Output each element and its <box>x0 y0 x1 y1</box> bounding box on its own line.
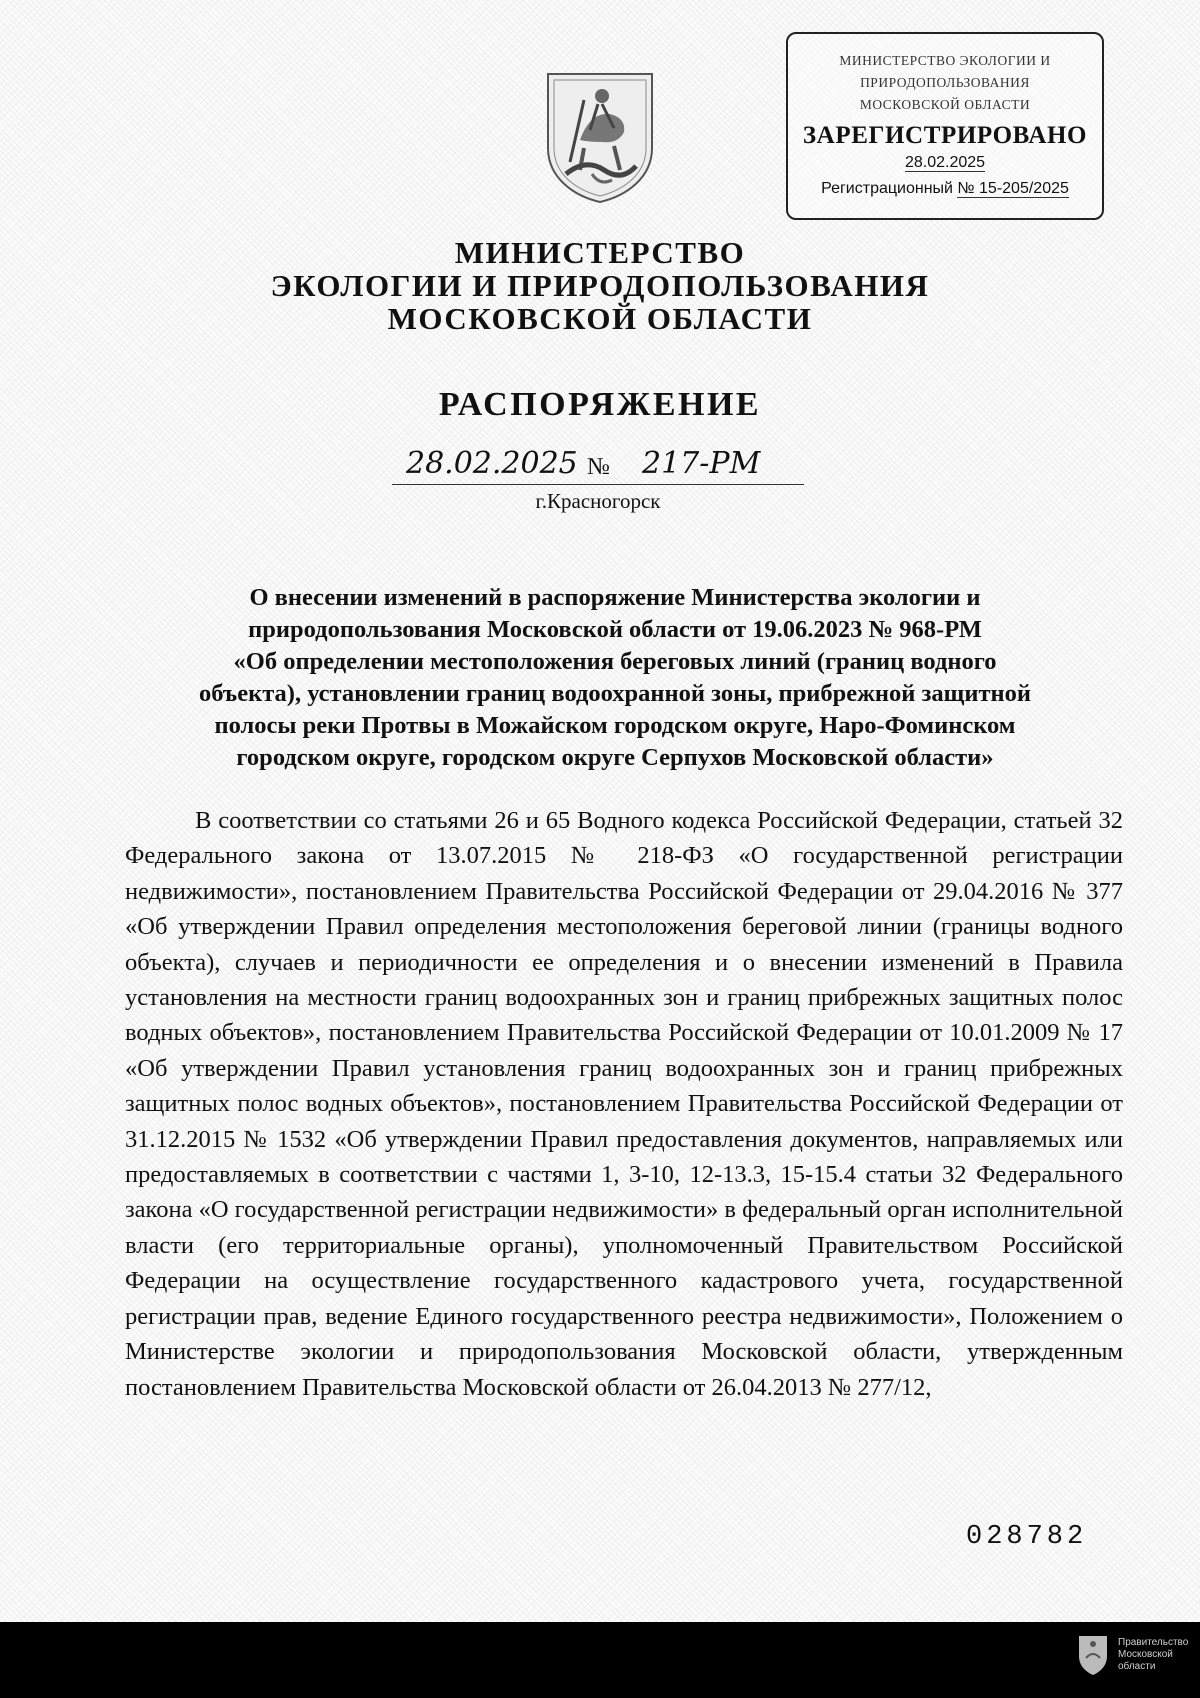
registration-stamp <box>786 32 1104 220</box>
serial-number: 028782 <box>966 1522 1088 1552</box>
document-title <box>130 582 1100 774</box>
stamp-date <box>788 154 1102 172</box>
stamp-reg-label: Регистрационный <box>821 180 953 197</box>
stamp-organization <box>788 48 1102 118</box>
bottom-bar <box>0 1622 1200 1698</box>
city: г.Красногорск <box>535 489 661 513</box>
stamp-reg-number <box>788 180 1102 198</box>
ministry-name <box>150 236 1050 335</box>
stamp-reg-value: № 15-205/2025 <box>957 180 1069 197</box>
government-emblem-icon <box>1076 1632 1110 1678</box>
footer-logo-label: Правительство Московской области <box>1118 1637 1189 1672</box>
document-type: РАСПОРЯЖЕНИЕ <box>438 386 762 423</box>
number-sign: № <box>587 454 610 480</box>
handwritten-number: 217-РМ <box>642 446 761 481</box>
footer-logo <box>1076 1632 1189 1678</box>
title-line: полосы реки Протвы в Можайском городском округе, Наро-Фоминском <box>214 712 1016 739</box>
title-line: О внесении изменений в распоряжение Министерства экологии и <box>249 584 981 611</box>
ministry-line: МОСКОВСКОЙ ОБЛАСТИ <box>387 301 813 336</box>
handwritten-date: 28.02.2025 <box>406 446 578 481</box>
stamp-date-value: 28.02.2025 <box>904 154 986 171</box>
date-number-line <box>392 446 804 485</box>
title-line: «Об определении местоположения береговых линий (границ водного <box>233 648 997 675</box>
title-line: городском округе, городском округе Серпухов Московской области» <box>236 744 994 771</box>
stamp-org-line: МИНИСТЕРСТВО ЭКОЛОГИИ И <box>839 53 1051 68</box>
ministry-line: МИНИСТЕРСТВО <box>454 235 746 270</box>
title-line: объекта), установлении границ водоохранной зоны, прибрежной защитной <box>199 680 1031 707</box>
stamp-org-line: МОСКОВСКОЙ ОБЛАСТИ <box>859 97 1031 112</box>
body-paragraph: В соответствии со статьями 26 и 65 Водного кодекса Российской Федерации, статьей 32 Федерального закона от 13.07.2015 № 218-ФЗ «О государственной регистрации недвижимости», постановлением Правительства Российской Федерации от 29.04.2016 № 377 «Об утверждении Правил определения местоположения береговой линии (границы водного объекта), случаев и периодичности ее определения и о внесении изменений в Правила установления на местности границ водоохранных зон и границ прибрежных защитных полос водных объектов», постановлением Правительства Российской Федерации от 10.01.2009 № 17 «Об утверждении Правил установления границ водоохранных зон и границ прибрежных защитных полос водных объектов», постановлением Правительства Российской Федерации от 31.12.2015 № 1532 «Об утверждении Правил предоставления документов, направляемых или предоставляемых в соответствии с частями 1, 3-10, 12-13.3, 15-15.4 статьи 32 Федерального закона «О государственной регистрации недвижимости» в федеральный орган исполнительной власти (его территориальные органы), уполномоченный Правительством Российской Федерации на осуществление государственного кадастрового учета, государственной регистрации прав, ведение Единого государственного реестра недвижимости», Положением о Министерстве экологии и природопользования Московской области, утвержденным постановлением Правительства Московской области от 26.04.2013 № 277/12, <box>125 807 1123 1401</box>
stamp-org-line: ПРИРОДОПОЛЬЗОВАНИЯ <box>860 75 1030 90</box>
stamp-status: ЗАРЕГИСТРИРОВАНО <box>802 122 1088 149</box>
coat-of-arms-icon <box>540 70 660 206</box>
title-line: природопользования Московской области от 19.06.2023 № 968-РМ <box>248 616 982 643</box>
ministry-line: ЭКОЛОГИИ И ПРИРОДОПОЛЬЗОВАНИЯ <box>270 268 930 303</box>
